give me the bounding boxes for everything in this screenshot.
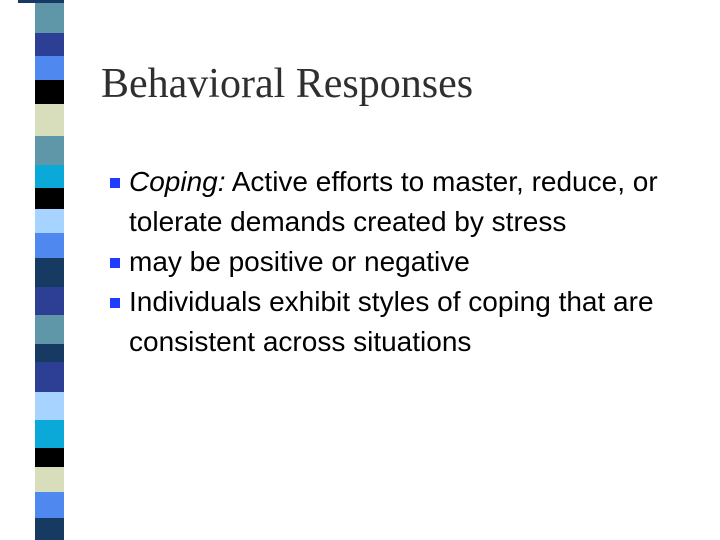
decorative-color-strip (0, 0, 64, 540)
bullet-text: may be positive or negative (129, 246, 470, 277)
bullet-item-coping-styles (110, 282, 710, 362)
slide-title: Behavioral Responses (101, 61, 474, 107)
coping-definition: Active efforts to master, reduce, or tolerate demands created by stress (129, 166, 658, 237)
square-bullet-icon (110, 258, 120, 268)
bullet-list (110, 162, 710, 362)
bullet-item-coping (110, 162, 710, 242)
bullet-text: Individuals exhibit styles of coping that are consistent across situations (129, 286, 654, 357)
square-bullet-icon (110, 178, 120, 188)
coping-term: Coping: (129, 166, 226, 197)
bullet-item-positive-negative (110, 242, 710, 282)
square-bullet-icon (110, 298, 120, 308)
